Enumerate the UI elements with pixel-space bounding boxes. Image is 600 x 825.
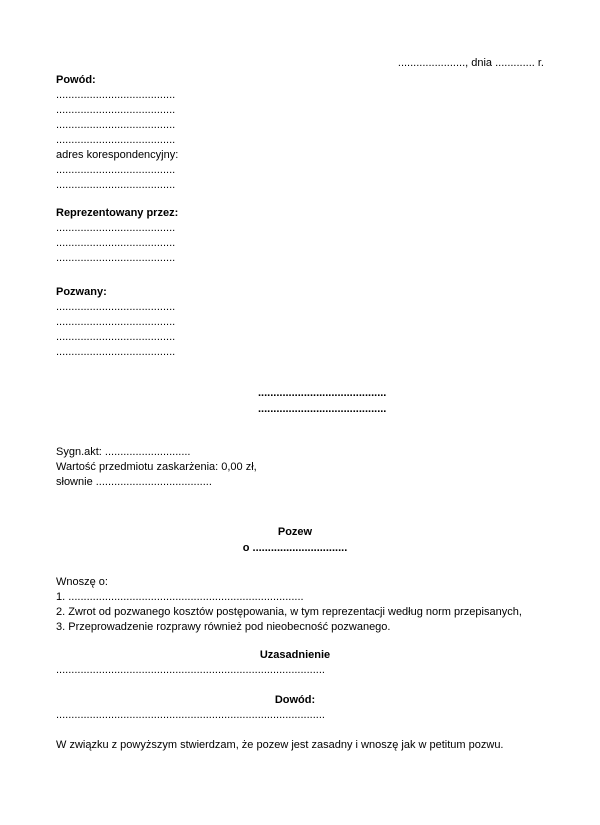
justification-section xyxy=(0,648,590,678)
evidence-fill-line: ........................................................................................ xyxy=(56,709,325,721)
petition-intro: Wnoszę o: xyxy=(56,576,108,588)
defendant-fill-line: ....................................... xyxy=(56,316,176,328)
representative-label: Reprezentowany przez: xyxy=(56,207,179,219)
petition-item-2: 2. Zwrot od pozwanego kosztów postępowania, w tym reprezentacji według norm przepisanych, xyxy=(56,606,522,618)
claim-value-line: Wartość przedmiotu zaskarżenia: 0,00 zł, xyxy=(56,461,257,473)
petition-item-3: 3. Przeprowadzenie rozprawy również pod nieobecność pozwanego. xyxy=(56,621,391,633)
case-info-section xyxy=(56,445,257,490)
plaintiff-fill-line: ....................................... xyxy=(56,89,176,101)
representative-fill-line: ....................................... xyxy=(56,252,176,264)
representative-fill-line: ....................................... xyxy=(56,222,176,234)
justification-fill-line: ........................................................................................ xyxy=(56,664,325,676)
petition-item-1: 1. ............................................................................. xyxy=(56,591,304,603)
plaintiff-address-fill-line: ....................................... xyxy=(56,179,176,191)
justification-heading: Uzasadnienie xyxy=(259,649,331,661)
evidence-section xyxy=(0,693,590,723)
title-subject-line: o ............................... xyxy=(242,542,348,554)
plaintiff-section xyxy=(56,73,178,193)
court-fill-line: .......................................... xyxy=(258,403,387,415)
defendant-fill-line: ....................................... xyxy=(56,346,176,358)
defendant-section xyxy=(56,285,175,360)
court-section xyxy=(258,385,386,417)
petition-section xyxy=(56,575,522,635)
court-fill-line: .......................................... xyxy=(258,387,387,399)
case-signature-line: Sygn.akt: ............................ xyxy=(56,446,191,458)
defendant-fill-line: ....................................... xyxy=(56,301,176,313)
plaintiff-fill-line: ....................................... xyxy=(56,134,176,146)
document-title: Pozew xyxy=(277,526,313,538)
representative-section xyxy=(56,206,178,266)
evidence-heading: Dowód: xyxy=(274,694,316,706)
value-in-words-line: słownie ...................................... xyxy=(56,476,212,488)
closing-statement: W związku z powyższym stwierdzam, że pozew jest zasadny i wnoszę jak w petitum pozwu. xyxy=(56,739,504,751)
date-line: ......................, dnia ............. r. xyxy=(397,57,544,69)
representative-fill-line: ....................................... xyxy=(56,237,176,249)
plaintiff-label: Powód: xyxy=(56,74,96,86)
plaintiff-fill-line: ....................................... xyxy=(56,119,176,131)
plaintiff-address-fill-line: ....................................... xyxy=(56,164,176,176)
defendant-fill-line: ....................................... xyxy=(56,331,176,343)
defendant-label: Pozwany: xyxy=(56,286,107,298)
plaintiff-fill-line: ....................................... xyxy=(56,104,176,116)
title-section xyxy=(0,524,590,556)
plaintiff-address-label: adres korespondencyjny: xyxy=(56,149,179,161)
